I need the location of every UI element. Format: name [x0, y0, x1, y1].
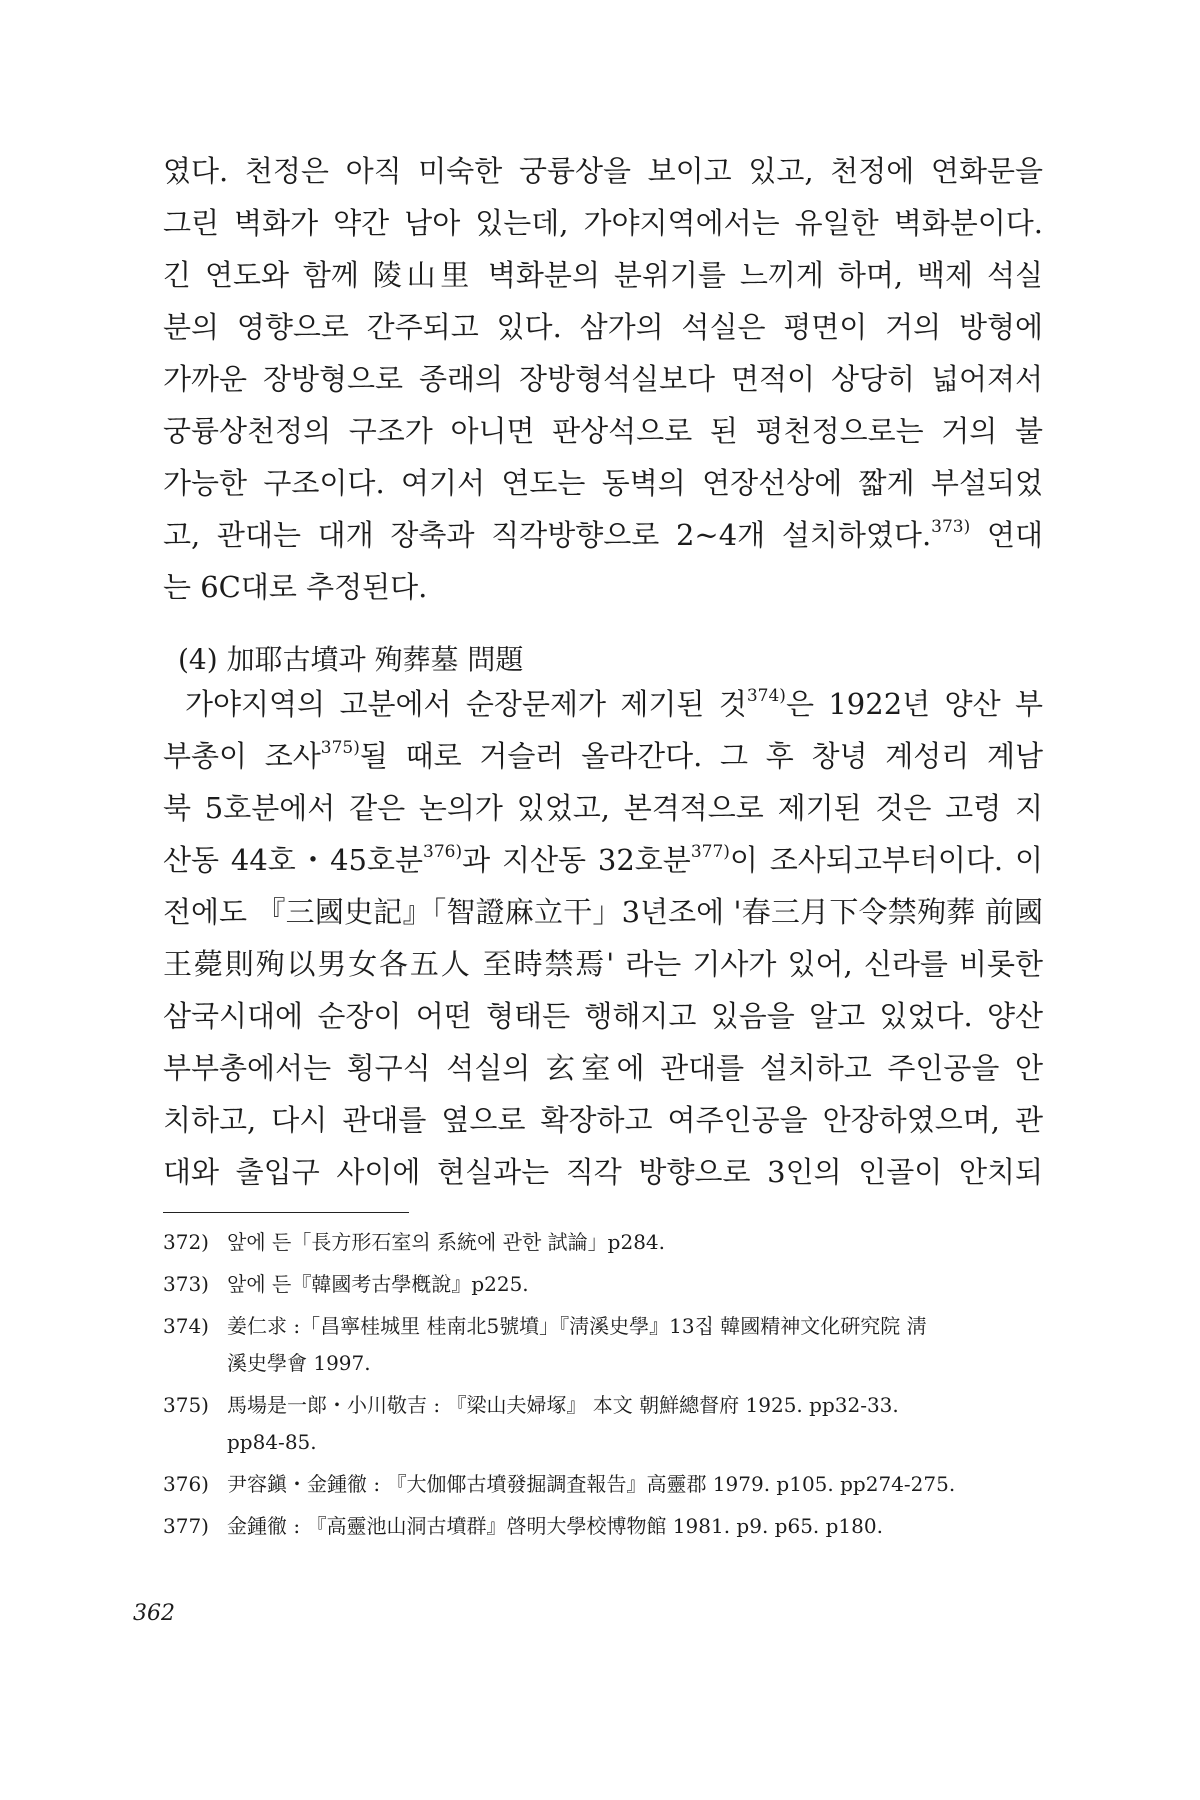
- footnote-text: 馬場是一郞・小川敬吉 : 『梁山夫婦塚』 本文 朝鮮總督府 1925. pp32-33.: [227, 1393, 899, 1417]
- text-line: 궁륭상천정의 구조가 아니면 판상석으로 된 평천정으로는 거의 불: [163, 414, 1043, 448]
- footnote-text: 앞에 든「長方形石室의 系統에 관한 試論」p284.: [227, 1230, 666, 1254]
- footnote-number: 373): [163, 1272, 209, 1296]
- footnote-text-continued: pp84-85.: [227, 1430, 317, 1454]
- footnote-divider: [163, 1212, 409, 1213]
- text-line: [163, 834, 1043, 886]
- section-heading: (4) 加耶古墳과 殉葬墓 問題: [178, 643, 524, 676]
- text-line: 가능한 구조이다. 여기서 연도는 동벽의 연장선상에 짧게 부설되었: [163, 466, 1043, 500]
- footnote-372: [163, 1224, 1043, 1261]
- text-line: 긴 연도와 함께 陵山里 벽화분의 분위기를 느끼게 하며, 백제 석실: [163, 258, 1043, 292]
- footnote-376: [163, 1466, 1043, 1503]
- footnote-text: 앞에 든『韓國考古學槪說』p225.: [227, 1272, 529, 1296]
- text-line: 부부총에서는 횡구식 석실의 玄室에 관대를 설치하고 주인공을 안: [163, 1051, 1043, 1085]
- text-line: 북 5호분에서 같은 논의가 있었고, 본격적으로 제기된 것은 고령 지: [163, 791, 1043, 825]
- footnote-number: 375): [163, 1393, 209, 1417]
- body-paragraph-1: [163, 145, 1043, 613]
- page-number: 362: [133, 1601, 175, 1626]
- line-text: 연대: [970, 518, 1043, 552]
- footnote-375: [163, 1387, 1043, 1461]
- text-line: [163, 509, 1043, 561]
- body-paragraph-2: [163, 678, 1043, 1198]
- footnote-ref-374[interactable]: 374): [746, 686, 786, 707]
- text-line: 분의 영향으로 간주되고 있다. 삼가의 석실은 평면이 거의 방형에: [163, 310, 1043, 344]
- footnote-ref-373[interactable]: 373): [931, 517, 971, 538]
- footnote-number: 377): [163, 1514, 209, 1538]
- footnote-text: 尹容鎭・金鍾徹 : 『大伽倻古墳發掘調査報告』高靈郡 1979. p105. pp274-275.: [227, 1472, 956, 1496]
- footnote-ref-375[interactable]: 375): [320, 738, 360, 759]
- line-text: 과 지산동 32호분: [462, 843, 691, 877]
- footnote-number: 372): [163, 1230, 209, 1254]
- footnote-373: [163, 1266, 1043, 1303]
- text-line: 王薨則殉以男女各五人 至時禁焉' 라는 기사가 있어, 신라를 비롯한: [163, 947, 1043, 981]
- line-text: 은 1922년 양산 부: [785, 687, 1043, 721]
- line-text: 가야지역의 고분에서 순장문제가 제기된 것: [185, 687, 747, 721]
- text-line: 대와 출입구 사이에 현실과는 직각 방향으로 3인의 인골이 안치되: [163, 1155, 1043, 1189]
- footnote-ref-377[interactable]: 377): [690, 842, 730, 863]
- text-line: 그린 벽화가 약간 남아 있는데, 가야지역에서는 유일한 벽화분이다.: [163, 206, 1043, 240]
- line-text: 고, 관대는 대개 장축과 직각방향으로 2~4개 설치하였다.: [163, 518, 932, 552]
- line-text: 될 때로 거슬러 올라간다. 그 후 창녕 계성리 계남: [359, 739, 1043, 773]
- text-line: 전에도 『三國史記』「智證麻立干」3년조에 '春三月下令禁殉葬 前國: [163, 895, 1043, 929]
- text-line: [163, 678, 1043, 730]
- footnote-text: 姜仁求 :「昌寧桂城里 桂南北5號墳」『淸溪史學』13집 韓國精神文化硏究院 淸: [227, 1314, 927, 1338]
- footnote-text: 金鍾徹 : 『高靈池山洞古墳群』啓明大學校博物館 1981. p9. p65. p180.: [227, 1514, 883, 1538]
- line-text: 부총이 조사: [163, 739, 321, 773]
- line-text: 산동 44호・45호분: [163, 843, 424, 877]
- footnote-374: [163, 1308, 1043, 1382]
- text-line: 가까운 장방형으로 종래의 장방형석실보다 면적이 상당히 넓어져서: [163, 362, 1043, 396]
- text-line: 였다. 천정은 아직 미숙한 궁륭상을 보이고 있고, 천정에 연화문을: [163, 154, 1043, 188]
- footnote-377: [163, 1508, 1043, 1545]
- footnotes: [163, 1224, 1043, 1550]
- text-line: 삼국시대에 순장이 어떤 형태든 행해지고 있음을 알고 있었다. 양산: [163, 999, 1043, 1033]
- footnote-number: 374): [163, 1314, 209, 1338]
- line-text: 이 조사되고부터이다. 이: [729, 843, 1043, 877]
- text-line: 치하고, 다시 관대를 옆으로 확장하고 여주인공을 안장하였으며, 관: [163, 1103, 1043, 1137]
- footnote-text-continued: 溪史學會 1997.: [227, 1351, 371, 1375]
- text-line: 는 6C대로 추정된다.: [163, 570, 428, 604]
- text-line: [163, 730, 1043, 782]
- footnote-ref-376[interactable]: 376): [423, 842, 463, 863]
- footnote-number: 376): [163, 1472, 209, 1496]
